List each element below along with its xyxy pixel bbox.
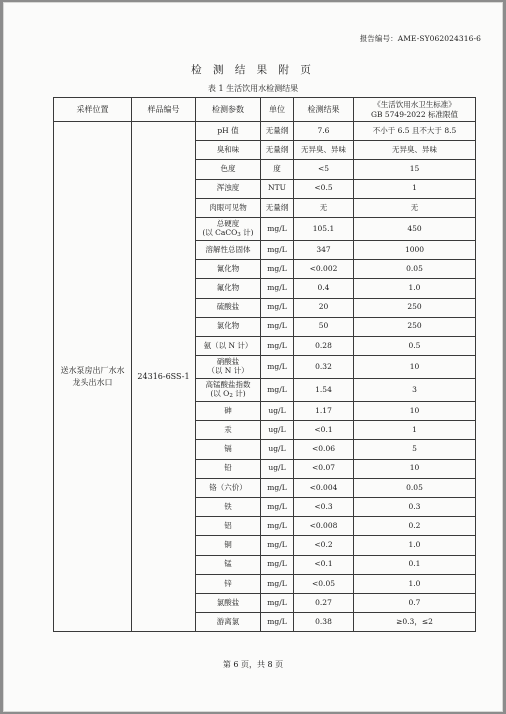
result-cell: <0.06	[294, 440, 354, 459]
limit-cell: 0.5	[354, 336, 476, 355]
limit-cell: 0.2	[354, 517, 476, 536]
page-footer: 第 6 页，共 8 页	[222, 660, 284, 669]
param-cell	[196, 141, 261, 160]
param-name: 氨（以 N 计）	[203, 340, 253, 350]
unit-cell: ug/L	[261, 459, 294, 478]
result-cell: <0.3	[294, 498, 354, 517]
param-cell	[196, 536, 261, 555]
limit-cell: 250	[354, 317, 476, 336]
limit-cell: 无异臭、异味	[354, 141, 476, 160]
param-note-subscript: 3	[237, 231, 241, 238]
param-name: 氯酸盐	[216, 597, 240, 607]
param-cell	[196, 179, 261, 198]
table-row	[54, 122, 476, 141]
limit-cell: ≥0.3，≤2	[354, 613, 476, 632]
unit-cell: mg/L	[261, 574, 294, 593]
param-name: 臭和味	[216, 144, 240, 154]
result-cell: 0.28	[294, 336, 354, 355]
result-cell: <0.07	[294, 459, 354, 478]
unit-cell: mg/L	[261, 260, 294, 279]
param-name: 砷	[224, 405, 232, 415]
result-cell: <0.004	[294, 478, 354, 497]
limit-cell: 450	[354, 217, 476, 240]
limit-cell: 3	[354, 379, 476, 402]
param-name: 高锰酸盐指数	[205, 380, 251, 390]
param-cell	[196, 555, 261, 574]
result-cell: 0.32	[294, 356, 354, 379]
param-name: 肉眼可见物	[209, 202, 247, 212]
report-number: 报告编号：AME-SY062024316-6	[359, 34, 481, 43]
results-table	[53, 97, 476, 632]
unit-cell: ug/L	[261, 402, 294, 421]
limit-cell: 不小于 6.5 且不大于 8.5	[354, 122, 476, 141]
param-cell	[196, 122, 261, 141]
param-cell	[196, 198, 261, 217]
param-cell	[196, 240, 261, 259]
param-cell	[196, 517, 261, 536]
limit-cell: 1000	[354, 240, 476, 259]
result-cell: <0.05	[294, 574, 354, 593]
unit-cell: mg/L	[261, 336, 294, 355]
param-note	[196, 229, 260, 238]
result-cell: 50	[294, 317, 354, 336]
header-location: 采样位置	[54, 98, 132, 122]
result-cell: 347	[294, 240, 354, 259]
limit-cell: 1	[354, 179, 476, 198]
limit-cell: 10	[354, 356, 476, 379]
limit-cell: 1.0	[354, 536, 476, 555]
param-cell	[196, 574, 261, 593]
param-cell	[196, 402, 261, 421]
unit-cell: 无量纲	[261, 141, 294, 160]
param-name: 铁	[224, 501, 232, 511]
header-sample-id: 样品编号	[132, 98, 196, 122]
param-note-text: (以 O	[210, 388, 230, 398]
limit-cell: 0.1	[354, 555, 476, 574]
limit-cell: 1.0	[354, 574, 476, 593]
param-note	[196, 390, 260, 399]
document-page	[3, 2, 503, 712]
unit-cell: ug/L	[261, 421, 294, 440]
param-name: 游离氯	[216, 616, 240, 626]
limit-cell: 无	[354, 198, 476, 217]
param-cell	[196, 298, 261, 317]
unit-cell: mg/L	[261, 478, 294, 497]
limit-cell: 250	[354, 298, 476, 317]
unit-cell: mg/L	[261, 593, 294, 612]
result-cell: <0.1	[294, 555, 354, 574]
param-name: 溶解性总固体	[205, 244, 251, 254]
result-cell: <0.002	[294, 260, 354, 279]
unit-cell: mg/L	[261, 536, 294, 555]
result-cell: 无异臭、异味	[294, 141, 354, 160]
param-cell	[196, 260, 261, 279]
param-name: 氟化物	[216, 283, 240, 293]
param-name: 铅	[224, 463, 232, 473]
limit-cell: 0.05	[354, 260, 476, 279]
unit-cell: mg/L	[261, 240, 294, 259]
unit-cell: mg/L	[261, 517, 294, 536]
param-name: 镉	[224, 444, 232, 454]
param-cell	[196, 421, 261, 440]
result-cell: 1.54	[294, 379, 354, 402]
sampling-location-cell: 送水泵房出厂水水龙头出水口	[54, 122, 132, 632]
table-caption: 表 1 生活饮用水检测结果	[207, 84, 299, 93]
result-cell: 无	[294, 198, 354, 217]
unit-cell: mg/L	[261, 317, 294, 336]
unit-cell: mg/L	[261, 555, 294, 574]
table-header-row	[54, 98, 476, 122]
result-cell: <0.1	[294, 421, 354, 440]
param-name: 总硬度	[216, 218, 240, 228]
param-cell	[196, 279, 261, 298]
result-cell: <5	[294, 160, 354, 179]
param-name: 硝酸盐	[216, 357, 240, 367]
limit-cell: 0.05	[354, 478, 476, 497]
param-name: 浑浊度	[216, 183, 240, 193]
header-standard-line2: GB 5749-2022 标准限值	[371, 109, 458, 119]
limit-cell: 1.0	[354, 279, 476, 298]
param-name: 铝	[224, 520, 232, 530]
param-cell	[196, 217, 261, 240]
unit-cell: mg/L	[261, 279, 294, 298]
unit-cell: mg/L	[261, 379, 294, 402]
param-name: 汞	[224, 425, 232, 435]
result-cell: 1.17	[294, 402, 354, 421]
param-cell	[196, 379, 261, 402]
param-note-text: (以 CaCO	[202, 227, 238, 237]
unit-cell: 无量纲	[261, 122, 294, 141]
param-note-tail: 计)	[240, 227, 254, 237]
param-name: 锰	[224, 559, 232, 569]
unit-cell: 度	[261, 160, 294, 179]
param-cell	[196, 478, 261, 497]
unit-cell: mg/L	[261, 613, 294, 632]
header-param: 检测参数	[196, 98, 261, 122]
limit-cell: 1	[354, 421, 476, 440]
page-title: 检 测 结 果 附 页	[191, 64, 315, 76]
param-cell	[196, 336, 261, 355]
param-name: 硫酸盐	[216, 302, 240, 312]
param-note-tail: 计)	[232, 388, 246, 398]
limit-cell: 5	[354, 440, 476, 459]
header-unit: 单位	[261, 98, 294, 122]
param-name: 氯化物	[216, 321, 240, 331]
param-cell	[196, 440, 261, 459]
param-cell	[196, 498, 261, 517]
result-cell: <0.2	[294, 536, 354, 555]
sample-id-cell: 24316-6SS-1	[132, 122, 196, 632]
param-name: 锌	[224, 578, 232, 588]
param-name: 铬（六价）	[209, 482, 247, 492]
limit-cell: 0.3	[354, 498, 476, 517]
result-cell: 0.4	[294, 279, 354, 298]
param-note	[196, 367, 260, 376]
result-cell: <0.5	[294, 179, 354, 198]
param-cell	[196, 160, 261, 179]
param-cell	[196, 613, 261, 632]
unit-cell: mg/L	[261, 217, 294, 240]
result-cell: 0.38	[294, 613, 354, 632]
limit-cell: 10	[354, 459, 476, 478]
param-note-text: （以 N 计）	[207, 366, 249, 376]
header-standard	[354, 98, 476, 122]
param-name: 色度	[220, 164, 236, 174]
header-result: 检测结果	[294, 98, 354, 122]
header-standard-line1: 《生活饮用水卫生标准》	[373, 99, 456, 109]
result-cell: <0.008	[294, 517, 354, 536]
param-cell	[196, 317, 261, 336]
limit-cell: 15	[354, 160, 476, 179]
result-cell: 0.27	[294, 593, 354, 612]
result-cell: 20	[294, 298, 354, 317]
limit-cell: 10	[354, 402, 476, 421]
param-note-subscript: 2	[229, 392, 233, 399]
table-body	[54, 122, 476, 632]
unit-cell: NTU	[261, 179, 294, 198]
unit-cell: mg/L	[261, 498, 294, 517]
limit-cell: 0.7	[354, 593, 476, 612]
unit-cell: mg/L	[261, 298, 294, 317]
param-name: 铜	[224, 540, 232, 550]
result-cell: 105.1	[294, 217, 354, 240]
unit-cell: mg/L	[261, 356, 294, 379]
result-cell: 7.6	[294, 122, 354, 141]
param-name: 氰化物	[216, 263, 240, 273]
param-cell	[196, 593, 261, 612]
unit-cell: 无量纲	[261, 198, 294, 217]
param-cell	[196, 356, 261, 379]
param-name: pH 值	[217, 125, 239, 135]
param-cell	[196, 459, 261, 478]
unit-cell: ug/L	[261, 440, 294, 459]
